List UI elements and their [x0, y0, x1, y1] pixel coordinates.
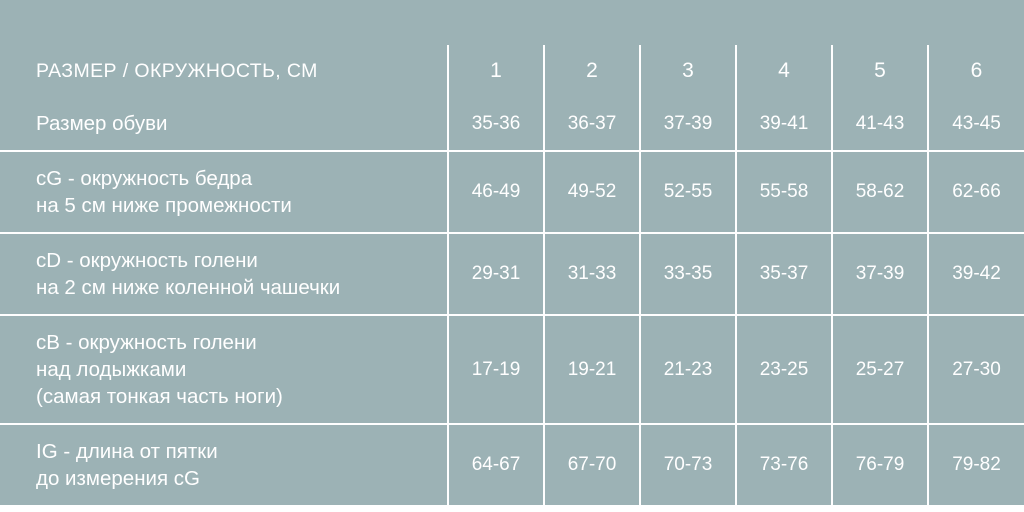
table-cell: 41-43 [832, 97, 928, 151]
table-cell: 37-39 [640, 97, 736, 151]
table-cell: 46-49 [448, 151, 544, 233]
header-column-2: 2 [544, 45, 640, 97]
table-cell: 36-37 [544, 97, 640, 151]
size-chart-table [0, 45, 1024, 505]
table-cell: 73-76 [736, 424, 832, 505]
table-cell: 55-58 [736, 151, 832, 233]
table-row [0, 424, 1024, 505]
table-cell: 43-45 [928, 97, 1024, 151]
row-label-line: (самая тонкая часть ноги) [36, 385, 283, 409]
table-cell: 27-30 [928, 315, 1024, 424]
table-cell: 52-55 [640, 151, 736, 233]
table-cell: 58-62 [832, 151, 928, 233]
row-label-line: cD - окружность голени [36, 249, 258, 273]
table-cell: 35-36 [448, 97, 544, 151]
table-cell: 64-67 [448, 424, 544, 505]
table-cell: 25-27 [832, 315, 928, 424]
header-row [0, 45, 1024, 97]
table-cell: 39-42 [928, 233, 1024, 315]
table-body [0, 97, 1024, 505]
table-cell: 33-35 [640, 233, 736, 315]
header-column-3: 3 [640, 45, 736, 97]
table-row [0, 315, 1024, 424]
row-label-line: cG - окружность бедра [36, 167, 253, 191]
row-label-line: до измерения cG [36, 467, 200, 491]
row-label-shoe-size [0, 97, 448, 151]
table-cell: 67-70 [544, 424, 640, 505]
row-label-cd-calf [0, 233, 448, 315]
table-header [0, 45, 1024, 97]
table-row [0, 97, 1024, 151]
row-label-cb-ankle [0, 315, 448, 424]
row-label-line: на 2 см ниже коленной чашечки [36, 276, 341, 300]
table-cell: 37-39 [832, 233, 928, 315]
row-label-cg-thigh [0, 151, 448, 233]
table-cell: 19-21 [544, 315, 640, 424]
row-label-ig-length [0, 424, 448, 505]
row-label-line: Размер обуви [36, 112, 168, 135]
table-cell: 29-31 [448, 233, 544, 315]
table-cell: 31-33 [544, 233, 640, 315]
row-label-line: над лодыжками [36, 358, 187, 382]
table-cell: 35-37 [736, 233, 832, 315]
table-cell: 17-19 [448, 315, 544, 424]
row-label-line: на 5 см ниже промежности [36, 194, 292, 218]
header-column-4: 4 [736, 45, 832, 97]
row-label-line: IG - длина от пятки [36, 440, 218, 464]
table-cell: 62-66 [928, 151, 1024, 233]
table-cell: 70-73 [640, 424, 736, 505]
header-column-5: 5 [832, 45, 928, 97]
table-cell: 39-41 [736, 97, 832, 151]
header-column-1: 1 [448, 45, 544, 97]
table-cell: 49-52 [544, 151, 640, 233]
row-label-line: cB - окружность голени [36, 331, 257, 355]
table-cell: 21-23 [640, 315, 736, 424]
table-cell: 79-82 [928, 424, 1024, 505]
header-label-cell: РАЗМЕР / ОКРУЖНОСТЬ, СМ [0, 45, 448, 97]
table-cell: 23-25 [736, 315, 832, 424]
table-row [0, 151, 1024, 233]
table-row [0, 233, 1024, 315]
header-column-6: 6 [928, 45, 1024, 97]
table-cell: 76-79 [832, 424, 928, 505]
